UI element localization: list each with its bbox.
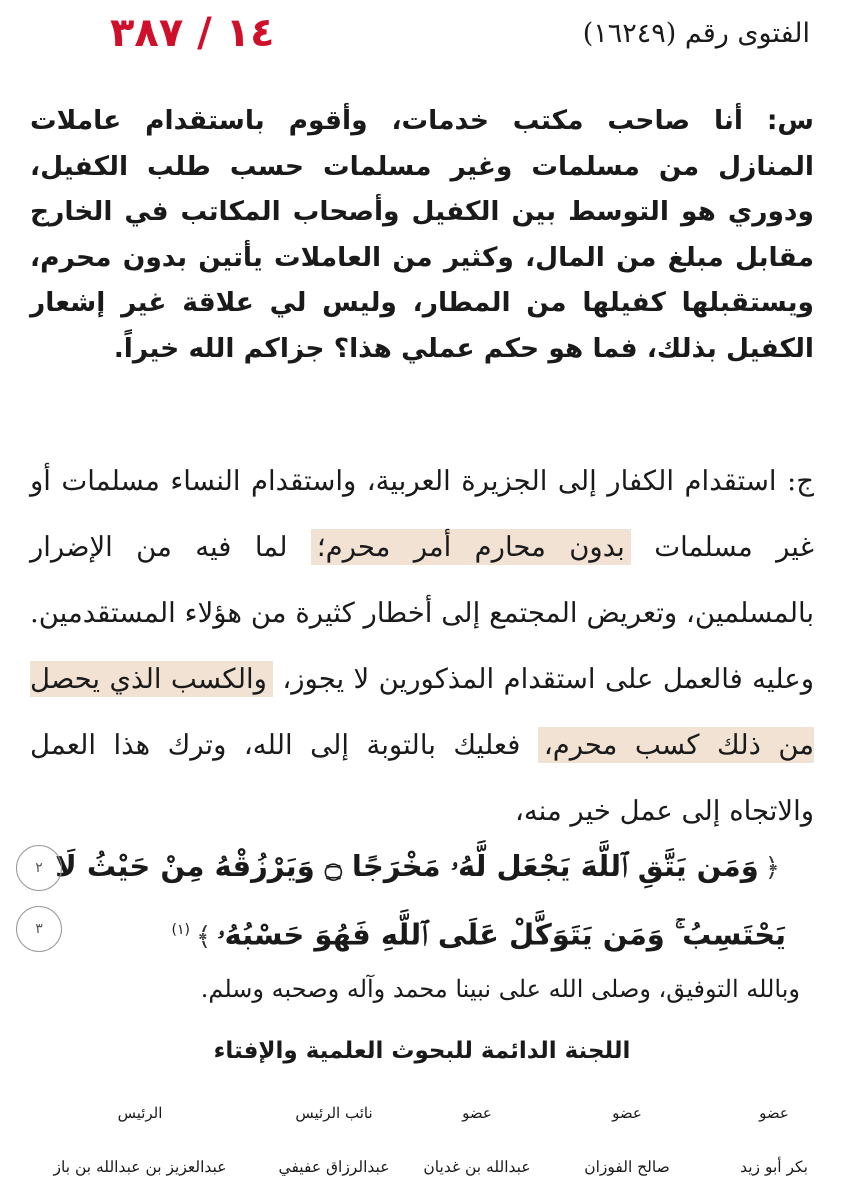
question-text: س: أنا صاحب مكتب خدمات، وأقوم باستقدام عاملات المنازل من مسلمات وغير مسلمات حسب طلب الكفيل، ودوري هو التوسط بين الكفيل وأصحاب المكاتب في الخارج مقابل مبلغ من المال، وكثير من العاملات يأتين بدون محرم، ويستقبلها كفيلها من المطار، وليس لي علاقة غير إشعار الكفيل بذلك، فما هو حكم عملي هذا؟ جزاكم الله خيراً. bbox=[30, 105, 814, 364]
answer-part-3: فعليك بالتوبة إلى الله، وترك هذا العمل والاتجاه إلى عمل خير منه، bbox=[30, 729, 814, 827]
committee-title: اللجنة الدائمة للبحوث العلمية والإفتاء bbox=[213, 1038, 631, 1064]
fatwa-number: الفتوى رقم (١٦٢٤٩) bbox=[582, 18, 810, 49]
signatory-name: بكر أبو زيد bbox=[740, 1158, 808, 1176]
signatory-role: عضو bbox=[759, 1104, 789, 1122]
ornament-open-bracket: ﴿ bbox=[764, 853, 780, 883]
ayah-number-ornament: ٢ bbox=[16, 845, 62, 891]
ornament-close-bracket: ﴾ bbox=[196, 921, 212, 952]
signatory-role: الرئيس bbox=[117, 1104, 163, 1122]
volume-page-number: ١٤ / ٣٨٧ bbox=[110, 10, 275, 56]
signatory-role: عضو bbox=[462, 1104, 492, 1122]
footnote-marker: (١) bbox=[171, 922, 191, 938]
answer-text bbox=[30, 448, 814, 844]
signatory-names bbox=[22, 1158, 822, 1188]
answer-part-1: ج: استقدام الكفار إلى الجزيرة العربية، واستقدام النساء مسلمات أو غير مسلمات bbox=[30, 465, 814, 563]
signatory-name: عبدالعزيز بن عبدالله بن باز bbox=[53, 1158, 227, 1176]
ayah-number-ornament: ٣ bbox=[16, 906, 62, 952]
answer-part-2: لما فيه من الإضرار بالمسلمين، وتعريض المجتمع إلى أخطار كثيرة من هؤلاء المستقدمين. وعليه فالعمل على استقدام المذكورين لا يجوز، bbox=[30, 531, 814, 695]
signatory-role: عضو bbox=[612, 1104, 642, 1122]
quran-verse bbox=[46, 835, 786, 968]
signatory-roles bbox=[22, 1104, 822, 1134]
highlight-forbidden: بدون محارم أمر محرم؛ bbox=[311, 529, 631, 565]
signatory-role: نائب الرئيس bbox=[295, 1104, 373, 1122]
signatory-name: عبدالله بن غديان bbox=[423, 1158, 531, 1176]
verse-text: وَمَن يَتَّقِ ٱللَّهَ يَجْعَل لَّهُۥ مَخْرَجًا ۝ وَيَرْزُقْهُ مِنْ حَيْثُ لَا يَحْتَسِبُ ۚ وَمَن يَتَوَكَّلْ عَلَى ٱللَّهِ فَهُوَ حَسْبُهُۥ bbox=[55, 849, 786, 952]
signatory-name: عبدالرزاق عفيفي bbox=[278, 1158, 390, 1176]
closing-text: وبالله التوفيق، وصلى الله على نبينا محمد وآله وصحبه وسلم. bbox=[200, 975, 800, 1003]
highlight-earnings: والكسب الذي يحصل من ذلك كسب محرم، bbox=[30, 663, 814, 761]
signatory-name: صالح الفوزان bbox=[584, 1158, 670, 1176]
